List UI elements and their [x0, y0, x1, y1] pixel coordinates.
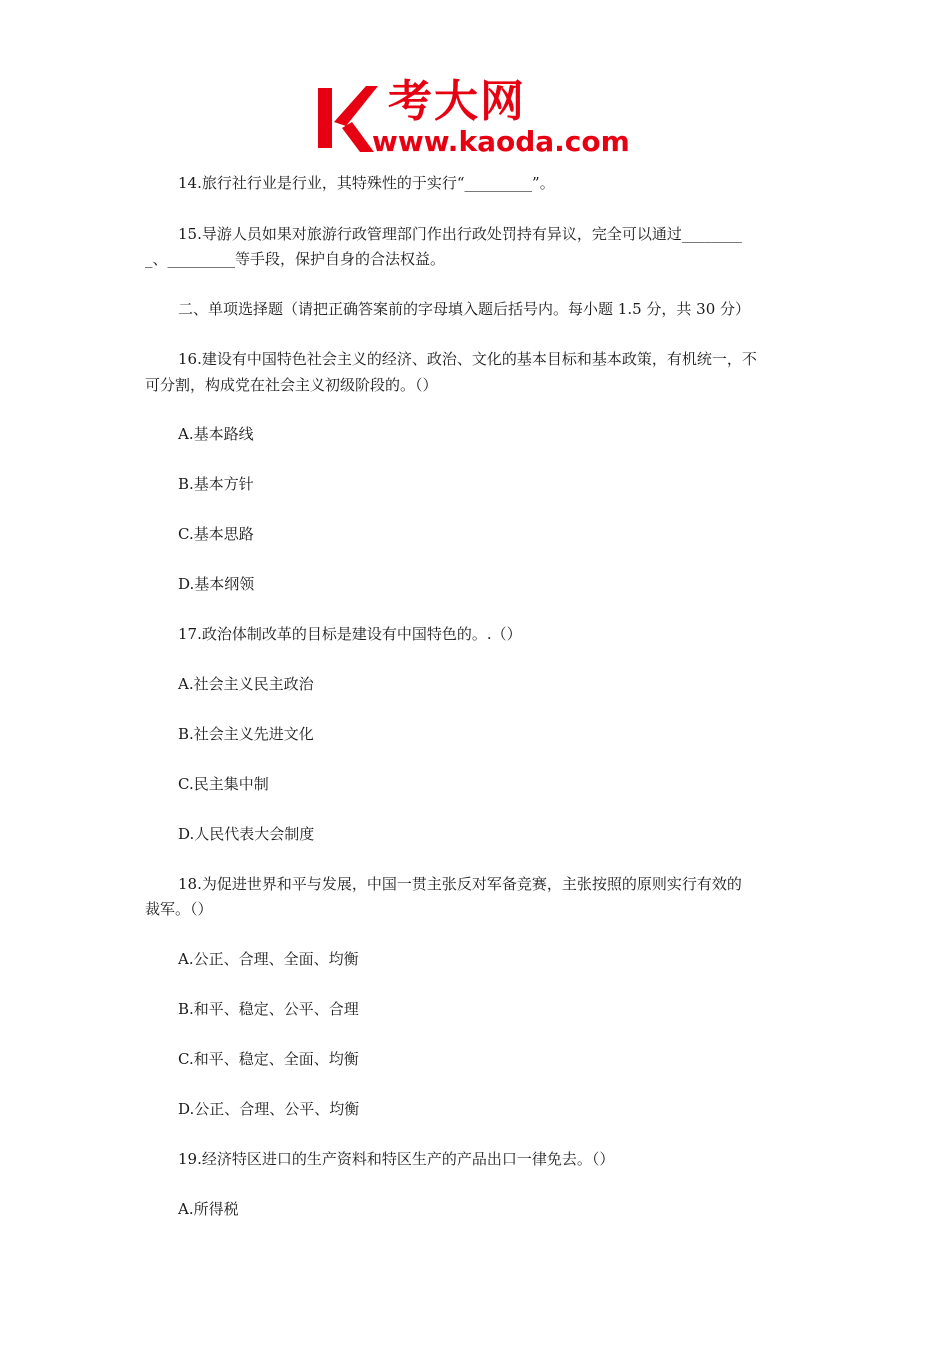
option-16-a: A.基本路线 — [178, 425, 254, 443]
option-17-d: D.人民代表大会制度 — [178, 825, 315, 843]
k-logo-icon — [316, 82, 378, 154]
kaoda-logo — [316, 78, 646, 160]
option-16-c: C.基本思路 — [178, 525, 254, 543]
option-19-a: A.所得税 — [178, 1200, 239, 1218]
option-18-d: D.公正、合理、公平、均衡 — [178, 1100, 360, 1118]
option-17-a: A.社会主义民主政治 — [178, 675, 314, 693]
section-heading: 二、单项选择题（请把正确答案前的字母填入题后括号内。每小题 1.5 分，共 30 分） — [178, 300, 751, 318]
option-18-a: A.公正、合理、全面、均衡 — [178, 950, 359, 968]
option-16-d: D.基本纲领 — [178, 575, 255, 593]
question-15-cont: _、_________等手段，保护自身的合法权益。 — [145, 250, 446, 268]
option-18-b: B.和平、稳定、公平、合理 — [178, 1000, 359, 1018]
option-17-c: C.民主集中制 — [178, 775, 269, 793]
question-18: 18.为促进世界和平与发展，中国一贯主张反对军备竞赛，主张按照的原则实行有效的 — [178, 875, 742, 893]
question-15: 15.导游人员如果对旅游行政管理部门作出行政处罚持有异议，完全可以通过________ — [178, 225, 742, 243]
logo-title: 考大网 — [388, 76, 526, 127]
question-17: 17.政治体制改革的目标是建设有中国特色的。.（） — [178, 625, 522, 643]
question-18-cont: 裁军。（） — [145, 900, 213, 918]
option-16-b: B.基本方针 — [178, 475, 254, 493]
question-16: 16.建设有中国特色社会主义的经济、政治、文化的基本目标和基本政策，有机统一，不 — [178, 350, 757, 368]
question-19: 19.经济特区进口的生产资料和特区生产的产品出口一律免去。（） — [178, 1150, 615, 1168]
logo-url: www.kaoda.com — [372, 125, 630, 158]
question-14: 14.旅行社行业是行业，其特殊性的于实行“_________”。 — [178, 174, 555, 192]
option-18-c: C.和平、稳定、全面、均衡 — [178, 1050, 359, 1068]
question-16-cont: 可分割，构成党在社会主义初级阶段的。（） — [145, 376, 438, 394]
option-17-b: B.社会主义先进文化 — [178, 725, 314, 743]
